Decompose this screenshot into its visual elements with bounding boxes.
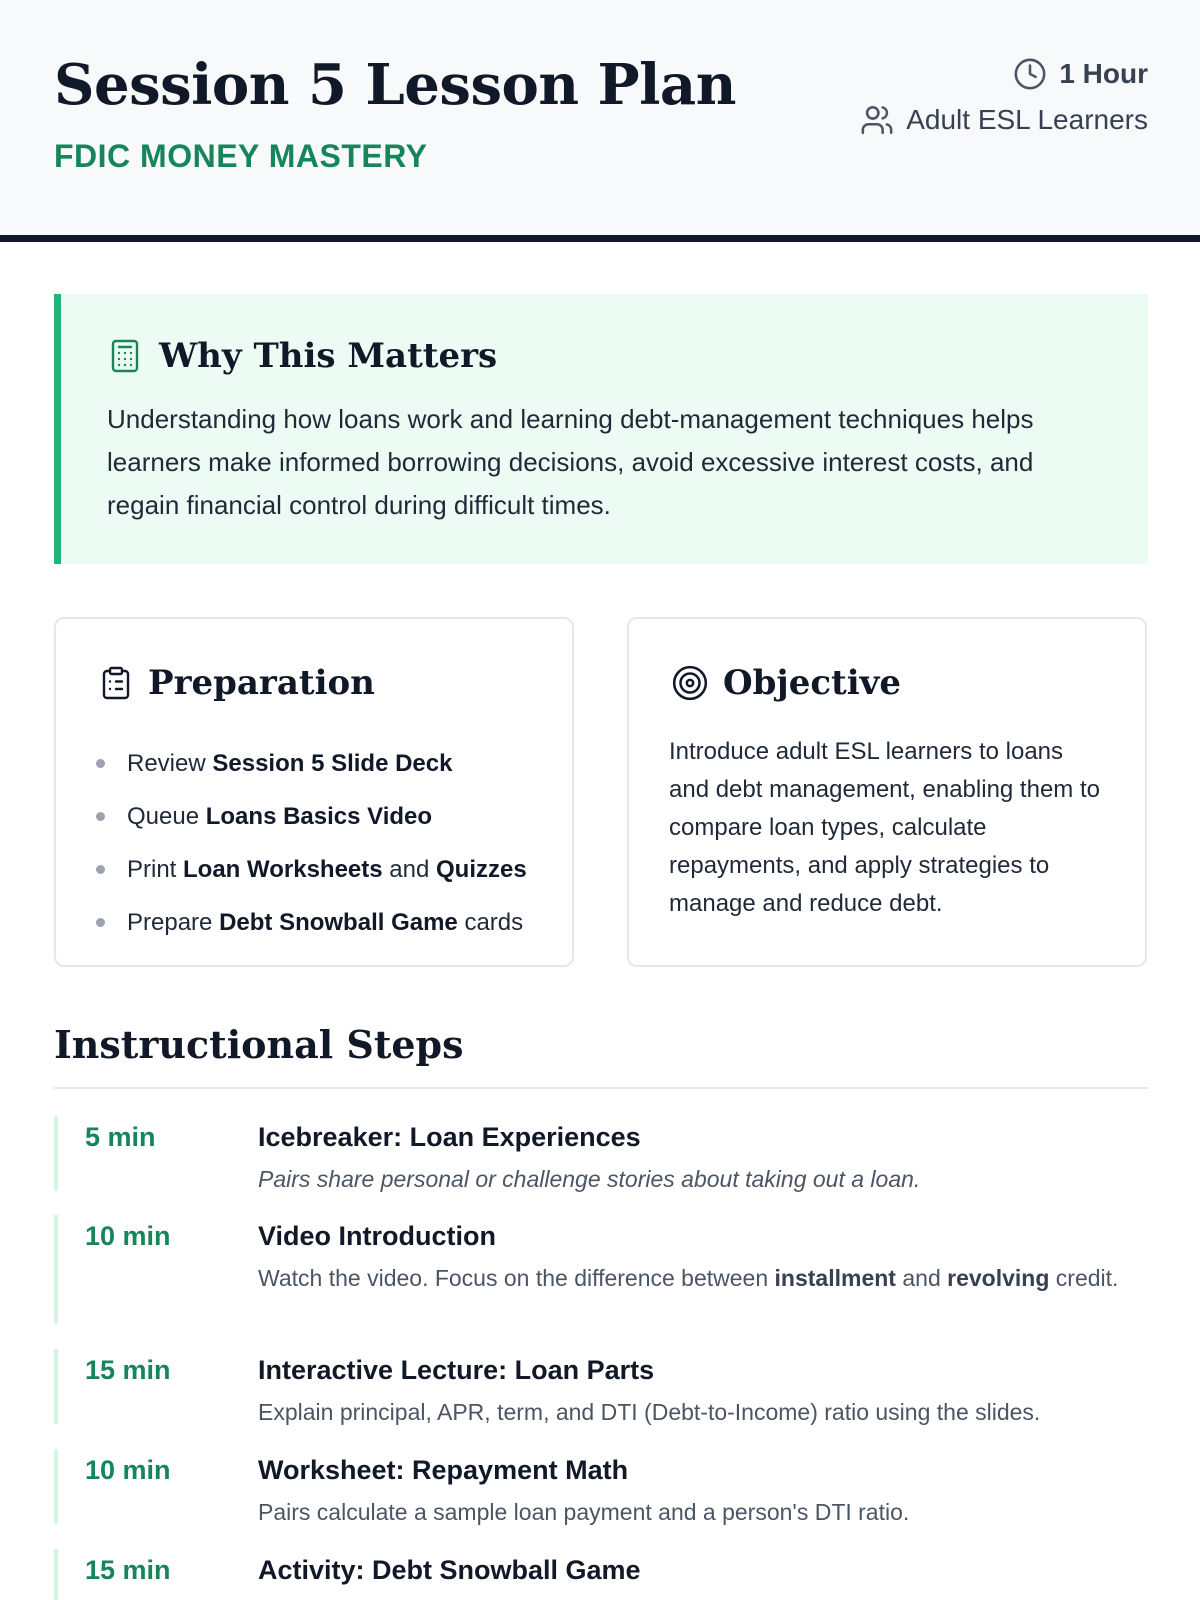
step-time: 10 min — [85, 1455, 171, 1485]
item-text: Prepare Debt Snowball Game cards — [127, 908, 524, 936]
audience-row — [860, 102, 1148, 138]
preparation-heading — [98, 663, 375, 703]
step-title: Video Introduction — [258, 1221, 496, 1251]
step-row — [54, 1449, 1148, 1524]
preparation-list — [96, 737, 527, 949]
page-subtitle: FDIC MONEY MASTERY — [54, 138, 428, 174]
duration-row — [860, 56, 1148, 92]
clock-icon — [1013, 57, 1047, 91]
step-title: Worksheet: Repayment Math — [258, 1455, 629, 1485]
item-text: Queue Loans Basics Video — [127, 802, 433, 830]
page-header — [0, 0, 1200, 242]
steps-section-title: Instructional Steps — [54, 1022, 464, 1067]
item-text: Review Session 5 Slide Deck — [127, 749, 453, 777]
clipboard-list-icon — [98, 663, 134, 703]
step-description: Pairs share personal or challenge stories about taking out a loan. — [258, 1166, 921, 1192]
why-heading — [107, 336, 497, 376]
objective-heading — [671, 663, 901, 703]
bullet-dot — [96, 759, 105, 768]
preparation-title: Preparation — [148, 663, 375, 703]
step-time: 5 min — [85, 1122, 156, 1152]
step-row — [54, 1549, 1148, 1600]
section-divider — [54, 1087, 1148, 1089]
target-icon — [671, 664, 709, 702]
step-description: Explain principal, APR, term, and DTI (Debt-to-Income) ratio using the slides. — [258, 1399, 1041, 1425]
bullet-dot — [96, 812, 105, 821]
duration-label: 1 Hour — [1059, 58, 1148, 89]
step-row — [54, 1116, 1148, 1191]
list-item — [96, 790, 527, 843]
why-this-matters-callout — [54, 294, 1148, 564]
why-text: Understanding how loans work and learning debt-management techniques helps learners make informed borrowing decisions, avoid excessive interest costs, and regain financial control during difficult times. — [107, 404, 1034, 520]
users-icon — [860, 103, 894, 137]
step-time: 15 min — [85, 1555, 171, 1585]
why-title: Why This Matters — [159, 336, 498, 376]
step-description: Watch the video. Focus on the difference between installment and revolving credit. — [258, 1265, 1119, 1291]
step-title: Interactive Lecture: Loan Parts — [258, 1355, 655, 1385]
list-item — [96, 737, 527, 790]
page-title: Session 5 Lesson Plan — [54, 52, 736, 118]
step-row — [54, 1349, 1148, 1424]
step-time: 15 min — [85, 1355, 171, 1385]
step-row — [54, 1215, 1148, 1324]
objective-card — [627, 617, 1147, 967]
bullet-dot — [96, 865, 105, 874]
calculator-icon — [107, 336, 143, 376]
step-time: 10 min — [85, 1221, 171, 1251]
objective-title: Objective — [723, 663, 902, 703]
bullet-dot — [96, 918, 105, 927]
objective-text: Introduce adult ESL learners to loans and debt management, enabling them to compare loan types, calculate repayments, and apply strategies to manage and reduce debt. — [669, 738, 1100, 917]
step-title: Icebreaker: Loan Experiences — [258, 1122, 641, 1152]
item-text: Print Loan Worksheets and Quizzes — [127, 855, 527, 883]
list-item — [96, 896, 527, 949]
list-item — [96, 843, 527, 896]
step-description: Pairs calculate a sample loan payment and a person's DTI ratio. — [258, 1499, 910, 1525]
audience-label: Adult ESL Learners — [906, 104, 1148, 135]
step-title: Activity: Debt Snowball Game — [258, 1555, 641, 1585]
preparation-card — [54, 617, 574, 967]
lesson-meta — [860, 56, 1148, 148]
